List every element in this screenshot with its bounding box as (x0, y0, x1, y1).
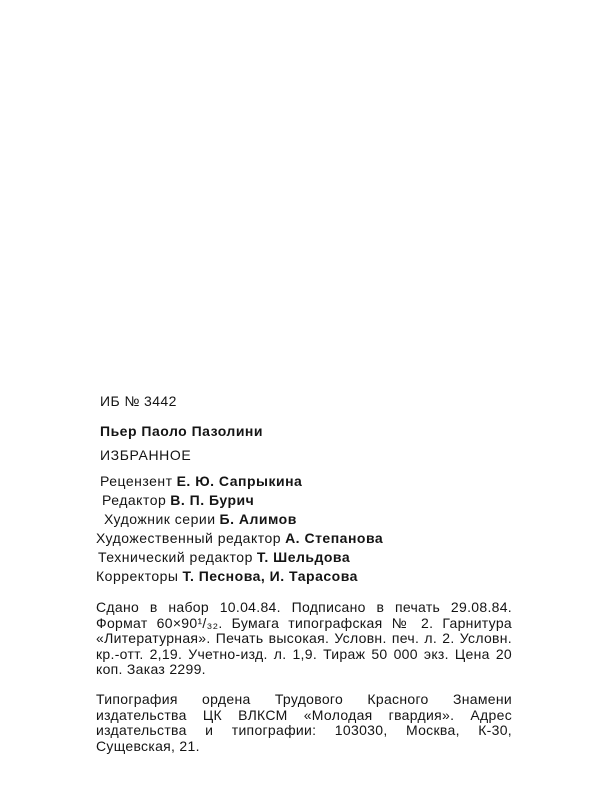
credit-name: А. Степанова (285, 530, 384, 546)
credit-reviewer (96, 472, 512, 491)
credit-name: Е. Ю. Сапрыкина (176, 473, 303, 489)
credit-name: Т. Шельдова (256, 549, 351, 565)
credit-name: Т. Песнова, И. Тарасова (182, 568, 358, 584)
credit-editor (96, 491, 512, 510)
printer-address-paragraph: Типография ордена Трудового Красного Знамени издательства ЦК ВЛКСМ «Молодая гвардия». Адрес издательства и типографии: 103030, Москва, К-30, Сущевская, 21. (96, 690, 512, 754)
print-details-paragraph: Сдано в набор 10.04.84. Подписано в печать 29.08.84. Формат 60×90¹/₃₂. Бумага типографская № 2. Гарнитура «Литературная». Печать высокая. Условн. печ. л. 2. Условн. кр.-отт. 2,19. Учетно-изд. л. 1,9. Тираж 50 000 экз. Цена 20 коп. Заказ 2299. (96, 599, 512, 678)
credit-name: В. П. Бурич (170, 492, 255, 508)
credit-series-artist (96, 510, 512, 529)
ib-number: ИБ № 3442 (100, 393, 177, 409)
credit-proofreaders (96, 567, 512, 586)
credits-list (96, 472, 512, 586)
credit-role: Редактор (102, 492, 167, 508)
credit-art-editor (96, 529, 512, 548)
credit-role: Художественный редактор (96, 530, 282, 546)
credit-name: Б. Алимов (219, 511, 297, 527)
credit-role: Художник серии (104, 511, 216, 527)
credit-technical-editor (96, 548, 512, 567)
book-title: ИЗБРАННОЕ (100, 447, 192, 463)
credit-role: Корректоры (96, 568, 179, 584)
credit-role: Рецензент (100, 473, 173, 489)
credit-role: Технический редактор (98, 549, 253, 565)
author-name: Пьер Паоло Пазолини (100, 423, 263, 439)
imprint-block (96, 392, 512, 768)
